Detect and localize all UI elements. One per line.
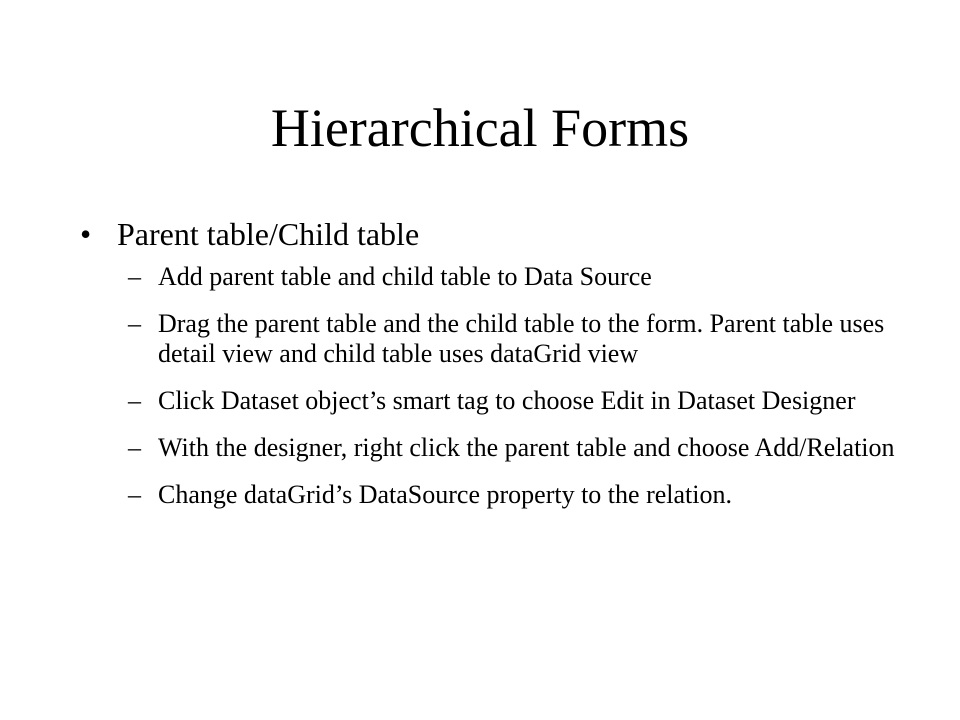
sub-bullet-item [128,386,908,416]
sub-bullet-text: With the designer, right click the parent table and choose Add/Relation [158,433,895,462]
dash-marker: – [128,386,141,415]
sub-bullet-text: Click Dataset object’s smart tag to choose Edit in Dataset Designer [158,386,856,415]
sub-bullet-item [128,309,908,369]
bullet-item [80,213,900,255]
dash-marker: – [128,262,141,291]
slide-title: Hierarchical Forms [270,98,690,158]
sub-bullet-item [128,480,908,510]
sub-bullet-item [128,433,908,463]
sub-bullet-list [128,262,908,527]
bullet-text: Parent table/Child table [117,216,420,252]
sub-bullet-item [128,262,908,292]
sub-bullet-text: Add parent table and child table to Data Source [158,262,652,291]
dash-marker: – [128,309,141,338]
dash-marker: – [128,480,141,509]
sub-bullet-text: Change dataGrid’s DataSource property to the relation. [158,480,732,509]
bullet-marker: • [80,216,92,252]
sub-bullet-text: Drag the parent table and the child table to the form. Parent table uses detail view and child table uses dataGrid view [158,309,885,368]
dash-marker: – [128,433,141,462]
